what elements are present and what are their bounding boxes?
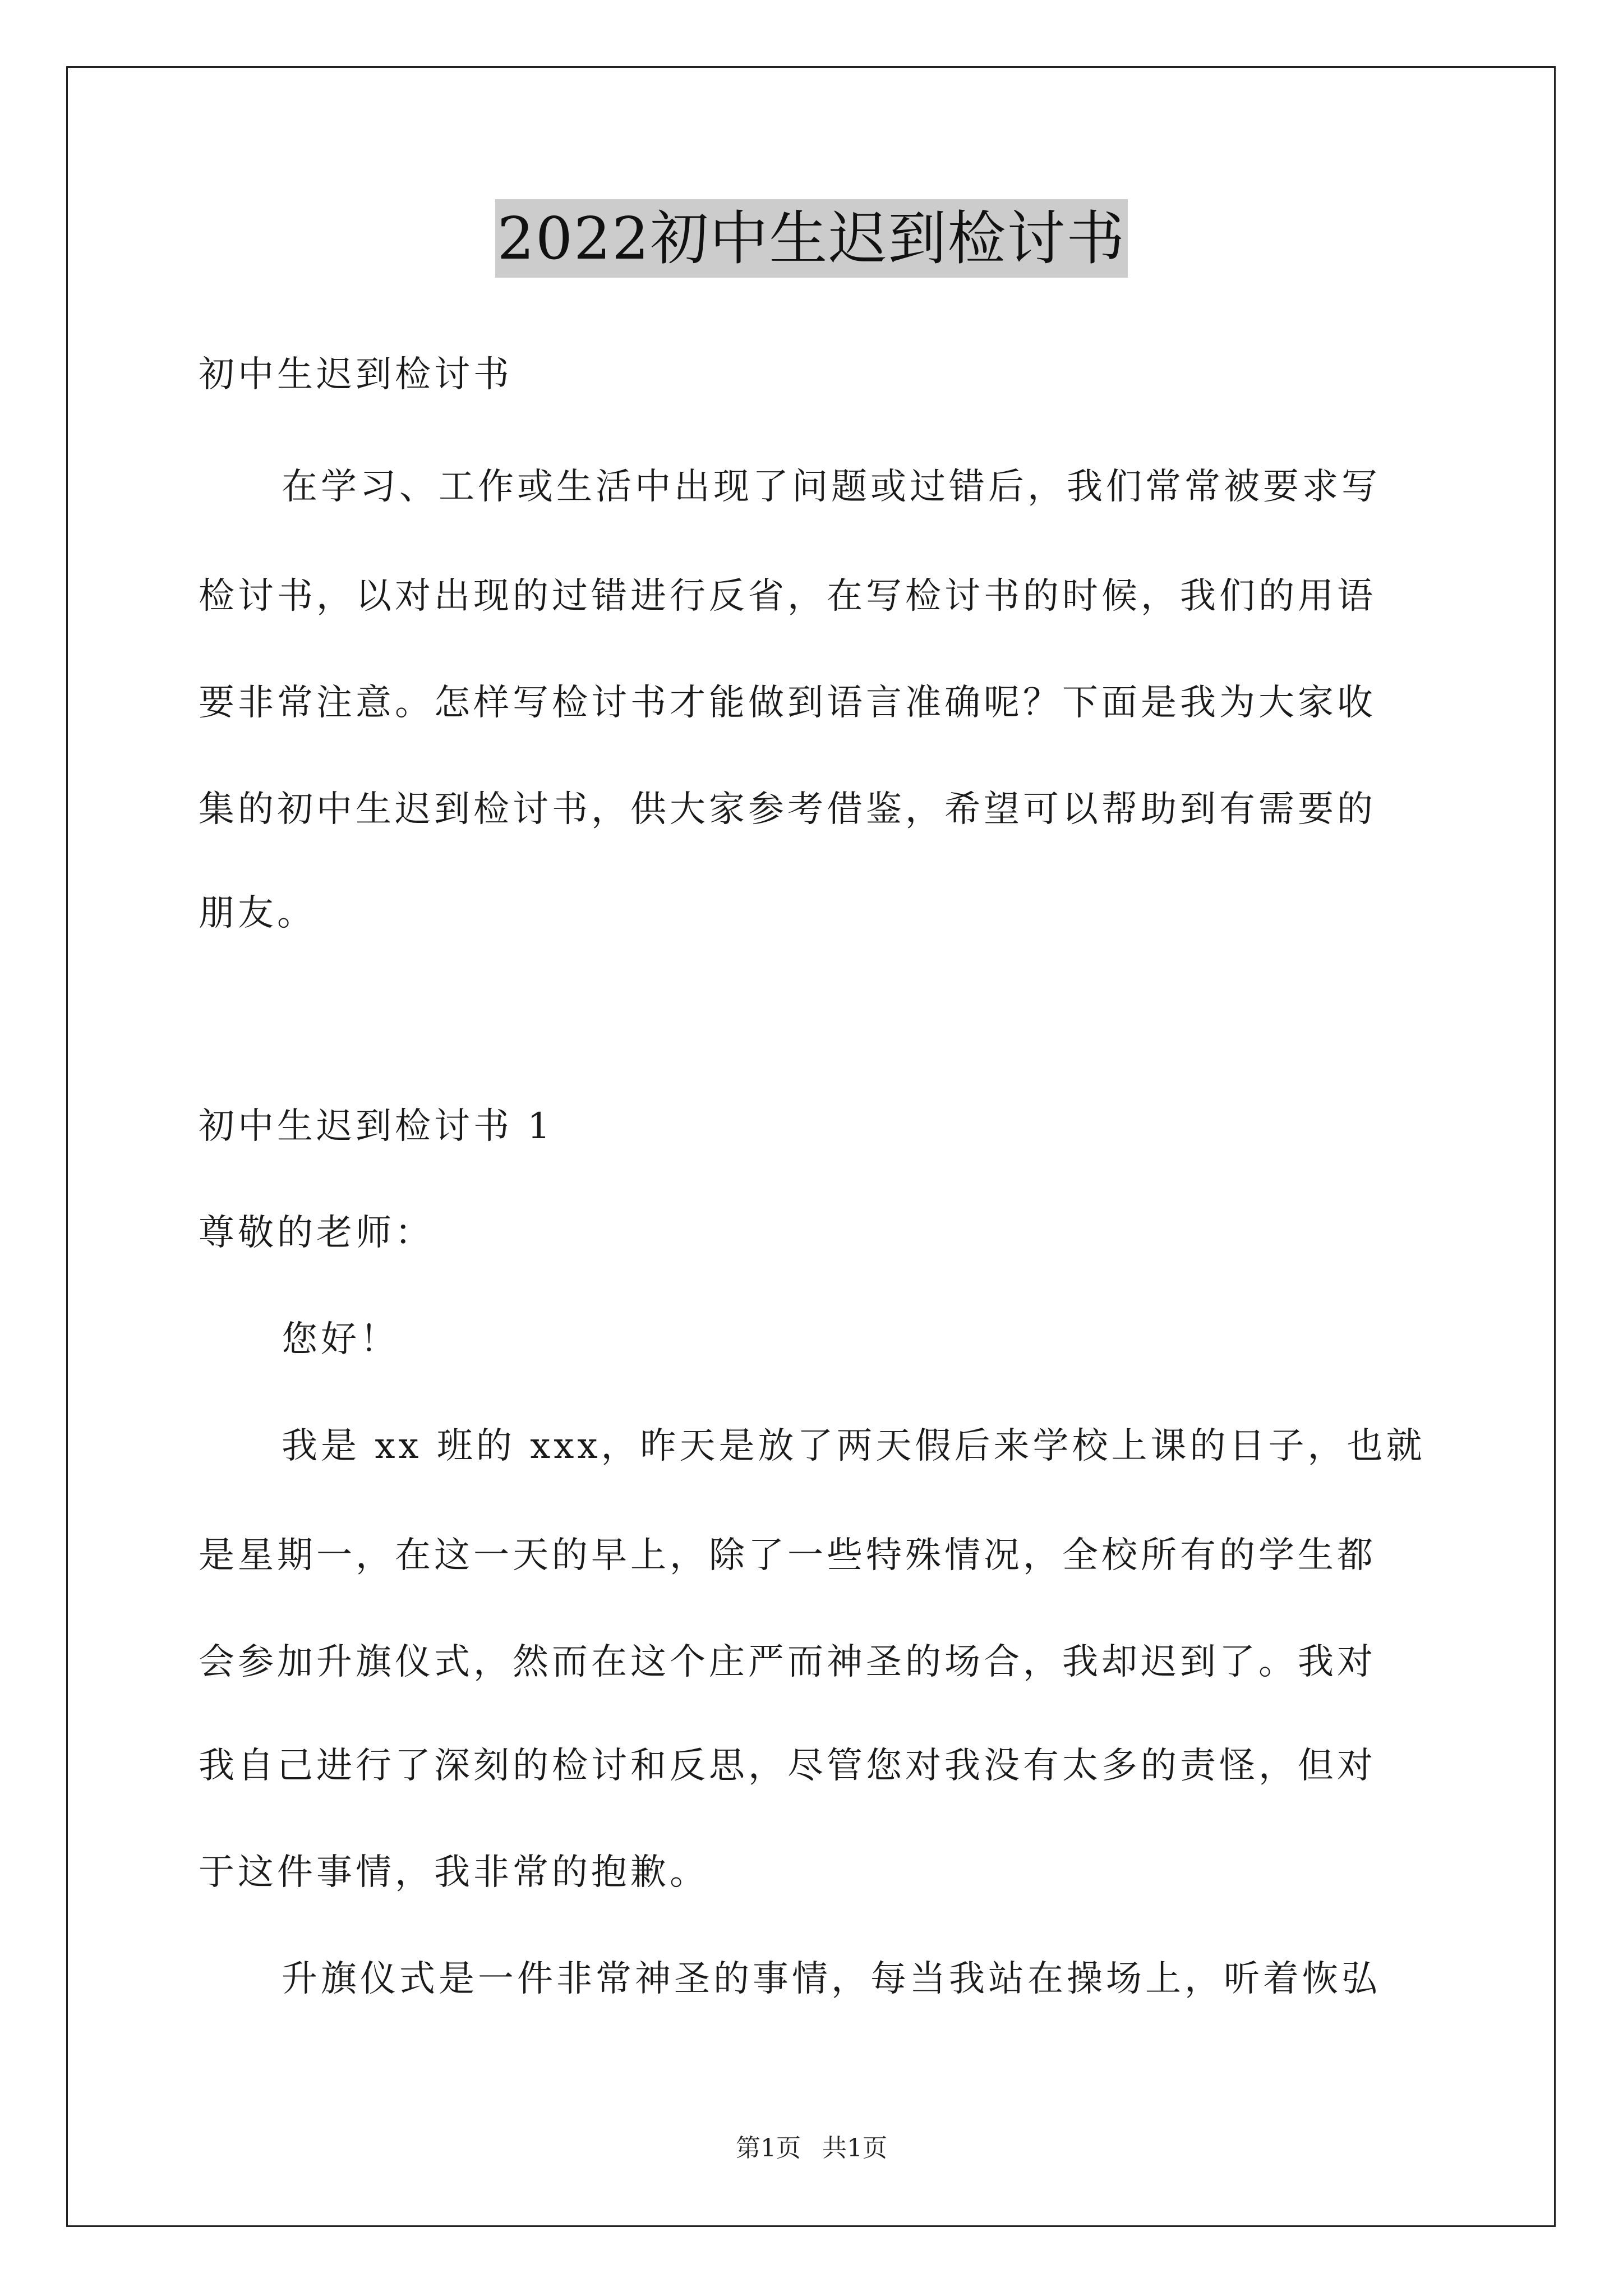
paragraph-line: 我是 xx 班的 xxx，昨天是放了两天假后来学校上课的日子，也就: [282, 1425, 1426, 1467]
paragraph-line: 要非常注意。怎样写检讨书才能做到语言准确呢？下面是我为大家收: [199, 682, 1376, 724]
paragraph-line: 在学习、工作或生活中出现了问题或过错后，我们常常被要求写: [282, 466, 1381, 508]
title-container: [0, 199, 1623, 278]
page-footer: [0, 2132, 1623, 2165]
paragraph-line: 我自己进行了深刻的检讨和反思，尽管您对我没有太多的责怪，但对: [199, 1745, 1376, 1787]
paragraph-line: 检讨书，以对出现的过错进行反省，在写检讨书的时候，我们的用语: [199, 576, 1376, 617]
subtitle-line: 初中生迟到检讨书: [199, 354, 513, 395]
paragraph-line: 是星期一，在这一天的早上，除了一些特殊情况，全校所有的学生都: [199, 1535, 1376, 1576]
document-title: 2022初中生迟到检讨书: [495, 199, 1128, 278]
paragraph-line: 会参加升旗仪式，然而在这个庄严而神圣的场合，我却迟到了。我对: [199, 1641, 1376, 1683]
greeting: 您好！: [282, 1319, 399, 1360]
paragraph-line: 于这件事情，我非常的抱歉。: [199, 1852, 709, 1893]
page-number-total: 共1页: [822, 2134, 887, 2162]
paragraph-line: 朋友。: [199, 892, 316, 934]
paragraph-line: 升旗仪式是一件非常神圣的事情，每当我站在操场上，听着恢弘: [282, 1958, 1381, 2000]
page-number-current: 第1页: [736, 2134, 801, 2162]
section-heading: 初中生迟到检讨书 1: [199, 1106, 554, 1147]
paragraph-line: 集的初中生迟到检讨书，供大家参考借鉴，希望可以帮助到有需要的: [199, 789, 1376, 830]
salutation: 尊敬的老师：: [199, 1212, 434, 1254]
